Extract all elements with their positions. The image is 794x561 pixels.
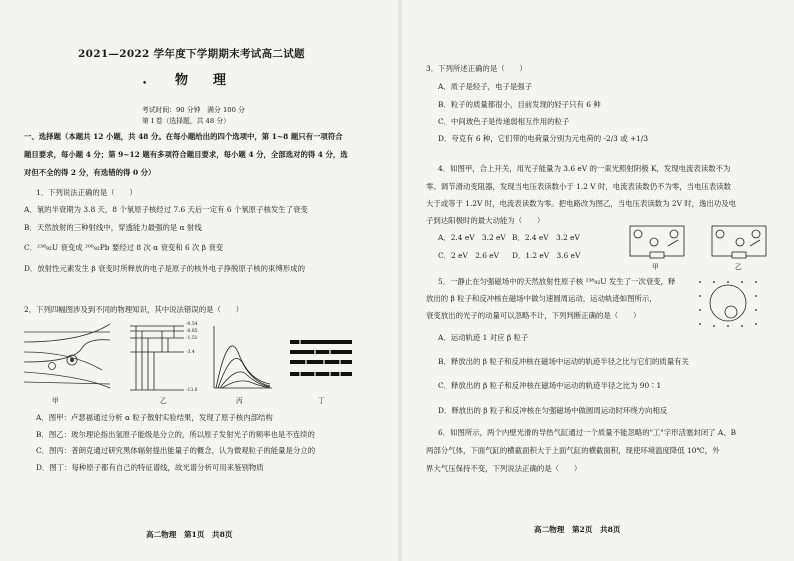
q5-option-b: B．释放出的 β 粒子和反冲核在磁场中运动的轨迹半径之比与它们的质量有关	[438, 357, 689, 366]
q3-stem: 3．下列所述正确的是（ ）	[426, 64, 527, 73]
q4-stem-line-4: 子到达阳极时的最大动能为（ ）	[426, 216, 545, 225]
instructions-line-1: 一、选择题（本题共 12 小题，共 48 分。在每小题给出的四个选项中，第 1~8 题只有一项符合	[24, 132, 343, 141]
figure-label-yi: 乙	[160, 397, 167, 405]
q6-stem-line-1: 6．如图所示，两个内壁光滑的导热气缸通过一个质量不能忽略的"工"字形活塞封闭了 A、B	[438, 428, 737, 437]
q2-option-a: A．图甲：卢瑟福通过分析 α 粒子散射实验结果，发现了原子核内部结构	[36, 413, 273, 422]
q5-option-a: A．运动轨迹 1 对应 β 粒子	[438, 333, 529, 342]
energy-level-5: -13.6	[186, 388, 198, 393]
q4-option-c: C．2 eV 2.6 eV	[438, 251, 500, 260]
bullet-mark: •	[142, 79, 148, 89]
energy-level-3: -1.51	[186, 336, 198, 341]
q4-stem-line-2: 零。调节滑动变阻器，发现当电压表读数小于 1.2 V 时，电流表读数仍不为零，当电压表读数	[426, 182, 731, 191]
q3-option-d: D．夸克有 6 种，它们带的电荷量分别为元电荷的 -2/3 或 +1/3	[438, 134, 649, 143]
figure-label-jia: 甲	[52, 397, 59, 405]
q3-option-b: B．粒子的质量都很小，目前发现的轻子只有 6 种	[438, 100, 601, 109]
figure-circuit-jia	[624, 222, 690, 262]
q4-option-b: B．2.4 eV 3.2 eV	[512, 233, 580, 242]
energy-level-2: -0.85	[186, 329, 198, 334]
q1-option-c: C．²³⁸₉₂U 衰变成 ²⁰⁶₈₂Pb 要经过 8 次 α 衰变和 6 次 β 衰变	[24, 243, 224, 252]
q5-stem-line-2: 放出的 β 粒子和反冲核在磁场中做匀速圆周运动，运动轨迹如图所示，	[426, 294, 657, 303]
left-page-footer: 高二物理 第1页 共8页	[146, 530, 233, 539]
figure-spectral-lines	[290, 338, 352, 386]
right-page-footer: 高二物理 第2页 共8页	[534, 525, 621, 534]
q6-stem-line-3: 界大气压保持不变，下列说法正确的是（ ）	[426, 464, 582, 473]
q1-option-d: D．放射性元素发生 β 衰变时所释放的电子是原子的核外电子挣脱原子核的束缚形成的	[24, 264, 305, 273]
exam-title: 2021—2022 学年度下学期期末考试高二试题	[78, 48, 305, 60]
figure-label-circuit-jia: 甲	[652, 263, 659, 271]
q6-stem-line-2: 两部分气体，下面气缸的横截面积大于上面气缸的横截面积，现使环境温度降低 10℃，外	[426, 446, 720, 455]
section-heading: 第 I 卷（选择题，共 48 分）	[142, 117, 230, 125]
q2-option-b: B．图乙：玻尔理论指出氢原子能级是分立的，所以原子发射光子的频率也是不连续的	[36, 430, 315, 439]
q4-stem-line-3: 大于或等于 1.2V 时，电流表读数为零。把电路改为图乙，当电压表读数为 2V 时，逸出功及电	[426, 199, 736, 208]
subject-title: 物 理	[175, 73, 233, 88]
q4-option-a: A．2.4 eV 3.2 eV	[438, 233, 506, 242]
q2-stem: 2．下列四幅图涉及到不同的物理知识，其中说法错误的是（ ）	[24, 305, 244, 314]
q5-stem-line-3: 衰变放出的光子的动量可以忽略不计，下列判断正确的是（ ）	[426, 311, 641, 320]
q3-option-a: A．质子是轻子，电子是强子	[438, 82, 533, 91]
q4-stem-line-1: 4．如图甲，合上开关，用光子能量为 3.6 eV 的一束光照射阴极 K，发现电流表读数不为	[438, 164, 731, 173]
q3-option-c: C．中间玻色子是传递弱相互作用的粒子	[438, 117, 570, 126]
q1-option-b: B．天然放射的三种射线中，穿透能力最强的是 α 射线	[24, 223, 202, 232]
q2-option-c: C．图丙：普朗克通过研究黑体辐射提出能量子的概念，认为微观粒子的能量是分立的	[36, 446, 316, 455]
figure-label-ding: 丁	[318, 397, 325, 405]
q4-option-d: D．1.2 eV 3.6 eV	[512, 251, 581, 260]
instructions-line-3: 对但不全的得 2 分，有选错的得 0 分）	[24, 168, 156, 177]
q1-option-a: A．氡的半衰期为 3.8 天，8 个氡原子核经过 7.6 天后一定有 6 个氡原子核发生了衰变	[24, 205, 308, 214]
figure-circuit-yi	[706, 222, 772, 262]
q2-option-d: D．图丁：每种原子都有自己的特征谱线，故光谱分析可用来鉴别物质	[36, 463, 264, 472]
energy-level-1: -0.54	[186, 322, 198, 327]
figure-magnetic-tracks	[694, 276, 760, 332]
q1-stem: 1．下列说法正确的是（ ）	[36, 188, 137, 197]
exam-info: 考试时间：90 分钟 满分 100 分	[142, 106, 245, 114]
q5-option-c: C．释放出的 β 粒子和反冲核在磁场中运动的轨迹半径之比为 90∶1	[438, 381, 662, 390]
figure-blackbody-radiation	[208, 322, 276, 394]
instructions-line-2: 题目要求，每小题 4 分；第 9~12 题有多项符合题目要求，每小题 4 分，全部选对的得 4 分，选	[24, 150, 348, 159]
q5-option-d: D．释放出的 β 粒子和反冲核在匀强磁场中做圆周运动时环绕方向相反	[438, 406, 668, 415]
figure-label-circuit-yi: 乙	[735, 263, 742, 271]
q5-stem-line-1: 5．一静止在匀强磁场中的天然放射性原子核 ²³⁸₉₂U 发生了一次衰变，释	[438, 277, 676, 286]
right-page	[402, 0, 794, 561]
energy-level-4: -3.4	[186, 350, 195, 355]
figure-label-bing: 丙	[236, 397, 243, 405]
figure-alpha-scattering	[22, 318, 114, 398]
